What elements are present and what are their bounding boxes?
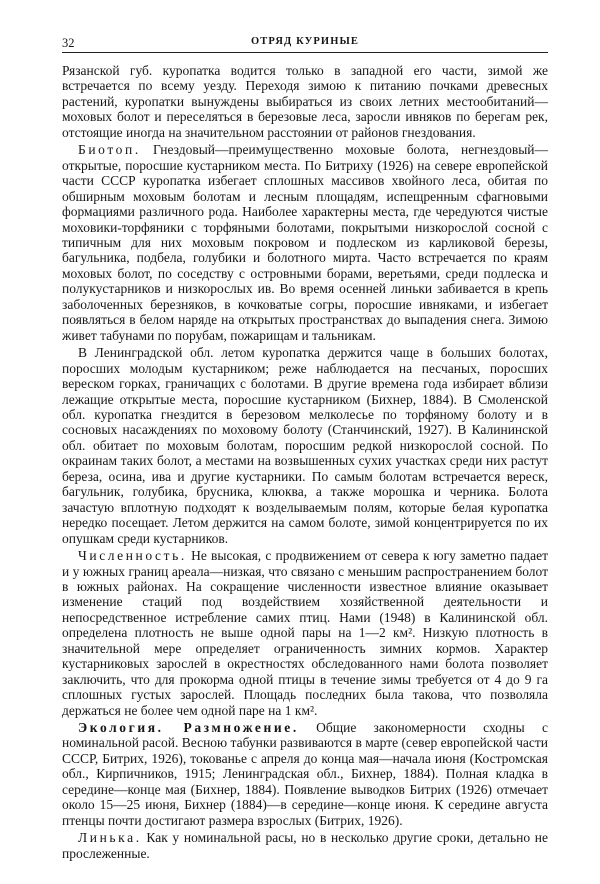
page-number: 32: [62, 36, 75, 50]
book-page: [62, 32, 548, 863]
paragraph-molt: [62, 830, 548, 861]
section-heading-biotope: Биотоп.: [78, 142, 141, 158]
section-heading-abundance: Численность.: [78, 548, 187, 564]
section-heading-ecology: Экология. Размножение.: [78, 720, 299, 736]
paragraph-continuation: [62, 63, 548, 140]
body-text: [62, 63, 548, 861]
paragraph-ecology: [62, 720, 548, 828]
paragraph-text: Рязанской губ. куропатка водится только в западной его части, зимой же встречается по всему уезду. Переходя зимою к питанию почками древесных растений, куропатки вынуждены выбираться из своих летних местообитаний—моховых болот и переселяться в березовые леса, заросли ивняков по берегам рек, отстоящие иногда на значительном расстоянии от районов гнездования.: [62, 63, 548, 140]
paragraph-text: Общие закономерности сходны с номинальной расой. Весною табунки развиваются в марте (север европейской части СССР, Битрих, 1926), токованье с апреля до конца мая—начала июня (Костромская обл., Кирпичников, 1915; Ленинградская обл., Бихнер, 1884). Полная кладка в середине—конце мая (Бихнер, 1884). Появление выводков Битрих (1926) отмечает около 15—25 июня, Бихнер (1884)—в середине—конце июня. К середине августа птенцы почти достигают размера взрослых (Битрих, 1926).: [62, 720, 548, 828]
paragraph-text: Как у номинальной расы, но в несколько другие сроки, детально не прослеженные.: [62, 830, 548, 861]
paragraph-biotope: [62, 142, 548, 343]
page-header: [62, 32, 548, 53]
paragraph-text: Не высокая, с продвижением от севера к югу заметно падает и у южных границ ареала—низкая, что связано с меньшим распространением болот в южных районах. На сокращение численности известное влияние оказывает изменение стаций под воздействием хозяйственной деятельности и непосредственное истребление самих птиц. Нами (1948) в Калининской обл. определена плотность не выше одной пары на 1—2 км². Низкую плотность в значительной мере определяет ограниченность зимних кормов. Характер кустарниковых зарослей в окрестностях обследованного нами болота позволяет заключить, что для прокорма одной птицы в течение зимы требуется от 4 до 9 га сплошных густых зарослей. Площадь последних была такова, что позволяла держаться не более чем одной паре на 1 км².: [62, 548, 548, 718]
paragraph-text: В Ленинградской обл. летом куропатка держится чаще в больших болотах, поросших молодым кустарником; реже наблюдается на песчаных, поросших вереском горках, граничащих с болотами. В другие времена года избирает вблизи лежащие открытые места, поросшие кустарником (Бихнер, 1884). В Смоленской обл. куропатка гнездится в березовом мелколесье по торфяному болоту и в сосновых насаждениях по моховому болоту (Станчинский, 1927). В Калининской обл. обитает по моховым болотам, поросшим редкой низкорослой сосной. По окраинам таких болот, а местами на возвышенных сухих участках среди них растут береза, осина, ива и другие кустарники. По самым болотам встречается вереск, багульник, голубика, брусника, клюква, а также морошка и черника. Болота зачастую вплотную подходят к возделываемым полям, которые белая куропатка нередко посещает. Летом держится на самом болоте, зимой концентрируется по их опушкам среди кустарников.: [62, 345, 548, 546]
section-heading-molt: Линька.: [78, 830, 142, 846]
running-title: ОТРЯД КУРИНЫЕ: [251, 36, 359, 47]
paragraph-leningrad: [62, 345, 548, 546]
paragraph-text: Гнездовый—преимущественно моховые болота, негнездовый—открытые, поросшие кустарником места. По Битриху (1926) на севере европейской части СССР куропатка избегает сплошных массивов хвойного леса, обитая по обширным моховым болотам и лесным площадям, испещренным сфагновыми формациями различного рода. Наиболее характерны места, где чередуются чистые моховики-торфяники с торфяными болотами, покрытыми низкорослой сосной с типичным для них моховым покровом и подлеском из карликовой березы, багульника, подбела, голубики и болотного мирта. Часто встречается по краям моховых болот, по соседству с островными борами, веретьями, среди подлеска и полукустарников и низкорослых ив. Во время осенней линьки забивается в крепь заболоченных березняков, в кочковатые согры, поросшие ивняками, и избегает появляться в белом наряде на открытых пространствах до выпадения снега. Зимою живет табунами по порубам, пожарищам и тальникам.: [62, 142, 548, 343]
paragraph-abundance: [62, 548, 548, 718]
